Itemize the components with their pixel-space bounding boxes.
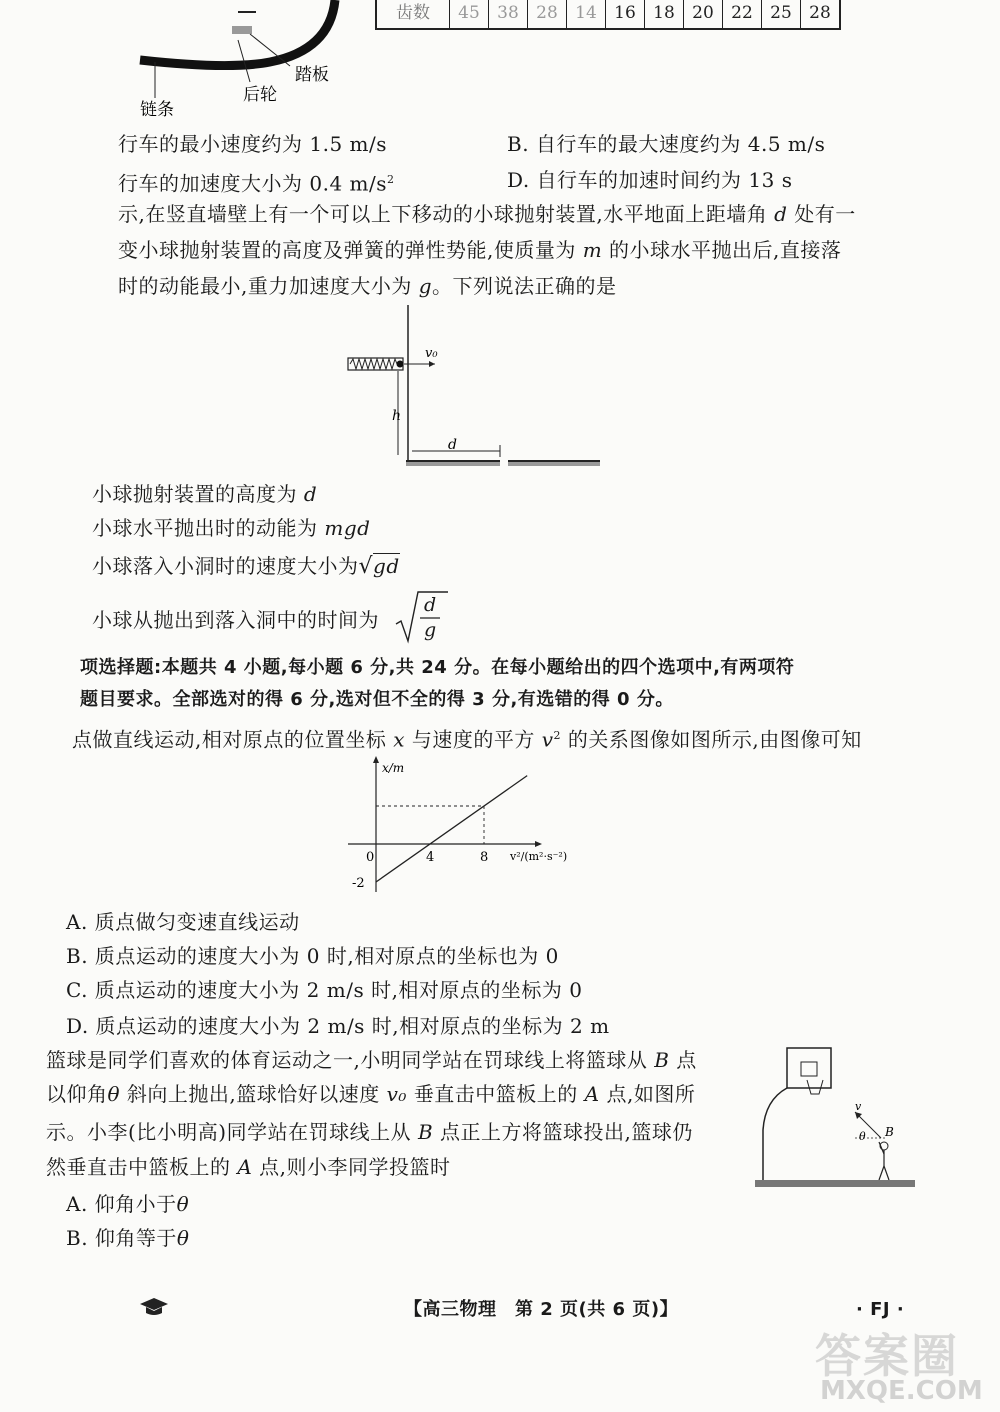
- basket-stem-line1: 篮球是同学们喜欢的体育运动之一,小明同学站在罚球线上将篮球从 B 点: [46, 1048, 697, 1072]
- motion-stem: 点做直线运动,相对原点的位置坐标 x 与速度的平方 $v^2$ 的关系图像如图所示,由图像可知: [72, 727, 862, 752]
- watermark-text: 答案圈: [815, 1329, 959, 1383]
- player-arm: [879, 1142, 884, 1154]
- x-tick-label: 8: [480, 850, 489, 865]
- x-axis-label: v²/(m²·s⁻²): [510, 850, 568, 863]
- frac-denominator: g: [424, 619, 437, 641]
- footer-code: · FJ ·: [856, 1299, 905, 1320]
- motion-option-a: A. 质点做匀变速直线运动: [66, 910, 300, 934]
- series-line: [376, 776, 527, 882]
- hoop-net: [807, 1080, 823, 1094]
- theta-label: θ: [859, 1130, 866, 1143]
- x-v2-chart: [340, 752, 600, 897]
- section2-line2: 题目要求。全部选对的得 6 分,选对但不全的得 3 分,有选错的得 0 分。: [80, 689, 674, 710]
- ball: [397, 361, 404, 368]
- gear-table-cell: 22: [723, 0, 762, 28]
- gear-table-cell: 20: [684, 0, 723, 28]
- sqrt-sign: √: [358, 554, 374, 579]
- x-tick-label: 0: [366, 850, 375, 865]
- bike-option-d: D. 自行车的加速时间约为 13 s: [507, 168, 793, 192]
- gear-table-cell: 14: [567, 0, 606, 28]
- motion-option-b: B. 质点运动的速度大小为 0 时,相对原点的坐标也为 0: [66, 944, 559, 968]
- y-tick-label: -2: [352, 876, 365, 891]
- ball-option-d-formula: [394, 590, 450, 644]
- hoop-pole: [763, 1088, 787, 1180]
- gear-table-cell: 45: [450, 0, 489, 28]
- motion-option-c: C. 质点运动的速度大小为 2 m/s 时,相对原点的坐标为 0: [66, 978, 583, 1002]
- section2-line1: 项选择题:本题共 4 小题,每小题 6 分,共 24 分。在每小题给出的四个选项中,有两项符: [80, 657, 795, 678]
- ball-stem-line2: 变小球抛射装置的高度及弹簧的弹性势能,使质量为 m 的小球水平抛出后,直接落: [118, 238, 842, 262]
- basket-stem-line2: 以仰角θ 斜向上抛出,篮球恰好以速度 v₀ 垂直击中篮板上的 A 点,如图所: [46, 1082, 696, 1106]
- x-axis-arrow: [535, 841, 542, 847]
- bike-option-b: B. 自行车的最大速度约为 4.5 m/s: [507, 132, 826, 156]
- d-label: d: [448, 437, 457, 453]
- gear-table-cell: 28: [528, 0, 567, 28]
- pedal-label: 踏板: [295, 65, 329, 85]
- graduation-cap-icon: [138, 1296, 170, 1318]
- spring: [350, 359, 397, 369]
- bike-option-c: 行车的加速度大小为 0.4 $m/s^2$: [118, 171, 395, 196]
- ball-option-c: 小球落入小洞时的速度大小为√gd: [92, 554, 400, 579]
- y-axis-label: x/m: [382, 761, 405, 775]
- h-label: h: [392, 408, 402, 424]
- ball-option-a: 小球抛射装置的高度为 d: [92, 482, 318, 506]
- frac-numerator: d: [424, 594, 437, 616]
- rear-wheel-label: 后轮: [243, 85, 277, 105]
- bike-option-a: 行车的最小速度约为 1.5 m/s: [118, 132, 387, 156]
- ball-option-d: 小球从抛出到落入洞中的时间为: [92, 608, 379, 632]
- basket-stem-line3: 示。小李(比小明高)同学站在罚球线上从 B 点正上方将篮球投出,篮球仍: [46, 1120, 693, 1144]
- gear-table-cell: 18: [645, 0, 684, 28]
- watermark-url: MXQE.COM: [820, 1376, 983, 1406]
- basketball-figure: [755, 1040, 920, 1190]
- B-point-label: B: [885, 1125, 894, 1139]
- ground-hatch-right: [508, 462, 600, 466]
- v0-arrowhead: [429, 361, 435, 367]
- sqrt-frac-sign: [394, 590, 450, 644]
- basket-option-b: B. 仰角等于θ: [66, 1226, 190, 1250]
- court-floor: [755, 1180, 915, 1187]
- gear-table: [375, 0, 841, 30]
- footer-page-info: 【高三物理 第 2 页(共 6 页)】: [404, 1299, 679, 1320]
- basket-stem-line4: 然垂直击中篮板上的 A 点,则小李同学投篮时: [46, 1155, 451, 1179]
- basket-option-a: A. 仰角小于θ: [66, 1192, 190, 1216]
- motion-option-d: D. 质点运动的速度大小为 2 m/s 时,相对原点的坐标为 2 m: [66, 1014, 610, 1038]
- chain-label: 链条: [140, 100, 174, 120]
- gear-table-cell: 38: [489, 0, 528, 28]
- gear-table-cell: 25: [762, 0, 801, 28]
- gear-table-cell: 16: [606, 0, 645, 28]
- gear-table-header: 齿数: [377, 0, 450, 28]
- player-leg-right: [884, 1166, 889, 1180]
- backboard: [787, 1048, 831, 1088]
- y-axis-arrow: [373, 756, 379, 763]
- player-leg-left: [879, 1166, 884, 1180]
- launcher-figure: [340, 305, 600, 470]
- ball-stem-line3: 时的动能最小,重力加速度大小为 g。下列说法正确的是: [118, 274, 617, 298]
- x-tick-label: 4: [426, 850, 435, 865]
- ball-option-b: 小球水平抛出时的动能为 mgd: [92, 516, 371, 540]
- bike-gear-figure: [120, 0, 380, 120]
- backboard-square: [801, 1062, 817, 1076]
- ground-hatch-left: [406, 462, 500, 466]
- ball-stem-line1: 示,在竖直墙壁上有一个可以上下移动的小球抛射装置,水平地面上距墙角 d 处有一: [118, 202, 856, 226]
- pedal-block: [232, 26, 252, 34]
- v-label: v: [855, 1100, 862, 1113]
- v0-label: v₀: [425, 346, 438, 361]
- gear-table-cell: 28: [809, 3, 831, 23]
